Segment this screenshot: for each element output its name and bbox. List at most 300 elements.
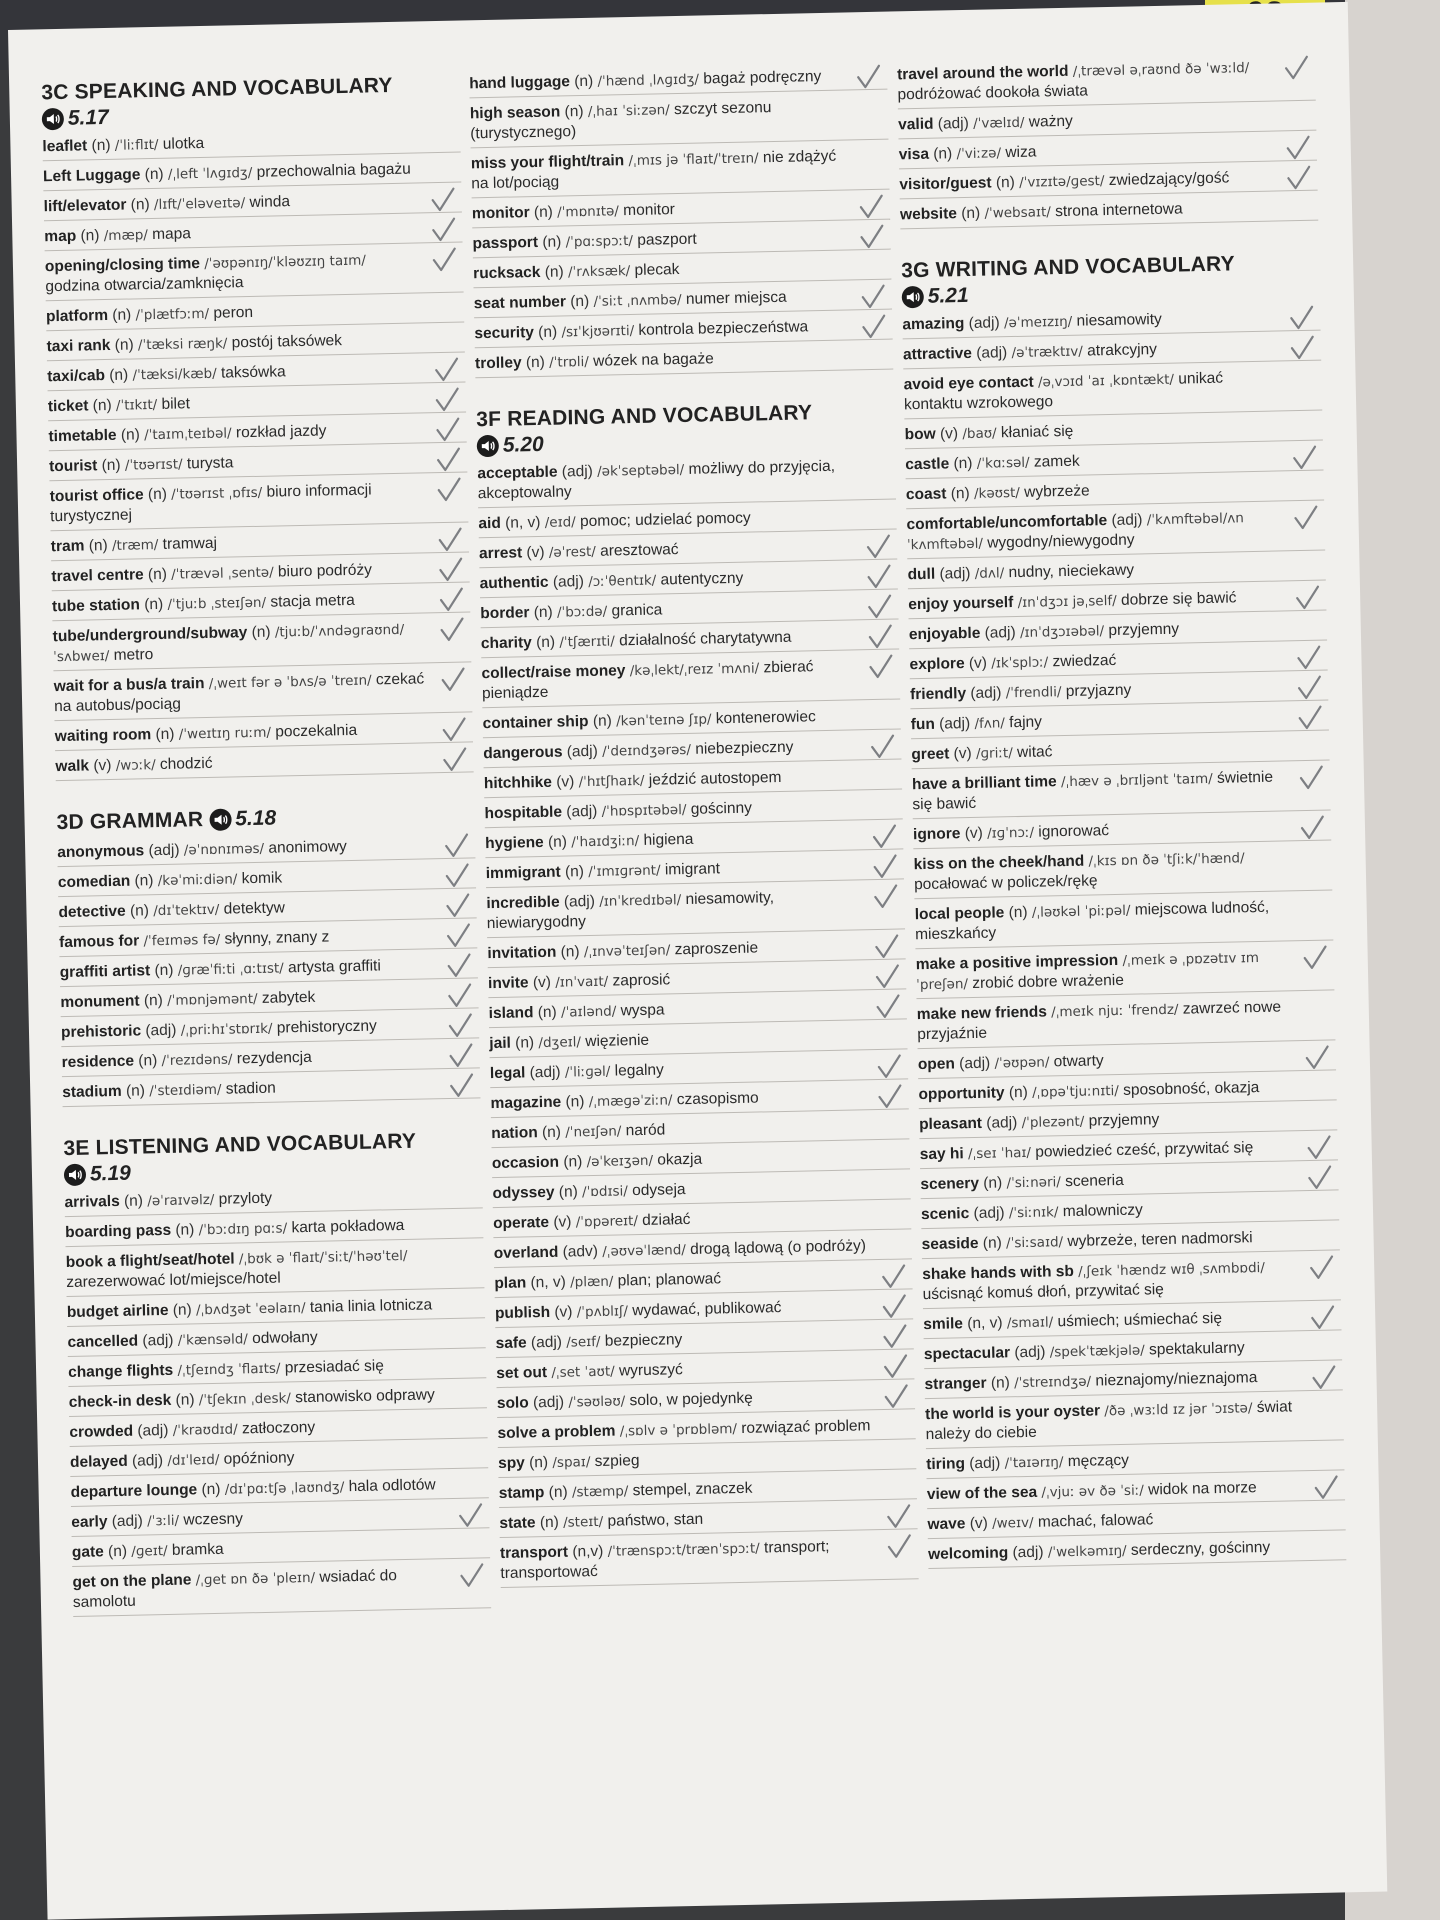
vocab-entry	[916, 990, 1335, 1049]
entry-pronunciation: /tjuːb/ˈʌndəɡraʊnd/ˈsʌbweɪ/	[52, 621, 405, 666]
handwritten-check-icon	[876, 1054, 903, 1081]
entry-pronunciation: /ˈstreɪndʒə/	[1014, 1373, 1092, 1392]
entry-word: nation	[491, 1124, 538, 1143]
entry-pronunciation: /əˌvɔɪd ˈaɪ ˌkɒntækt/	[1037, 371, 1175, 391]
entry-word: detective	[58, 902, 126, 922]
handwritten-check-icon	[1288, 305, 1315, 332]
entry-translation: taksówka	[220, 363, 286, 382]
entry-part-of-speech: (n)	[175, 1391, 195, 1409]
entry-translation: przesiadać się	[284, 1357, 385, 1377]
entry-part-of-speech: (n)	[143, 991, 164, 1010]
entry-word: platform	[45, 306, 109, 326]
entry-translation: działać	[642, 1210, 691, 1229]
entry-word: tourist office	[49, 486, 144, 506]
handwritten-check-icon	[865, 534, 892, 561]
entry-pronunciation: /əˈraɪvəlz/	[147, 1191, 215, 1210]
entry-pronunciation: /fʌn/	[974, 715, 1006, 732]
handwritten-check-icon	[446, 982, 473, 1009]
entry-pronunciation: /ˌhaɪ ˈsiːzən/	[587, 102, 670, 120]
handwritten-check-icon	[429, 187, 456, 214]
entry-part-of-speech: (n)	[533, 203, 554, 222]
entry-part-of-speech: (adj)	[148, 841, 180, 860]
entry-pronunciation: /ˈmɒnjəmənt/	[166, 990, 258, 1009]
handwritten-check-icon	[860, 284, 887, 311]
vocab-entry	[49, 472, 468, 531]
entry-part-of-speech: (n)	[953, 454, 973, 473]
entry-word: early	[71, 1513, 108, 1532]
vocab-entry	[477, 450, 896, 509]
entry-word: acceptable	[477, 463, 558, 483]
entry-word: aid	[478, 514, 502, 533]
handwritten-check-icon	[874, 964, 901, 991]
entry-translation: nie zdążyć na lot/pociąg	[471, 147, 837, 193]
entry-pronunciation: /ɪkˈsplɔː/	[991, 654, 1049, 672]
entry-pronunciation: /ɪnˈdʒɔɪ jəˌself/	[1017, 592, 1117, 611]
entry-pronunciation: /ˈtrænspɔːt/trænˈspɔːt/	[607, 1540, 760, 1560]
entry-translation: stadion	[225, 1079, 276, 1098]
entry-pronunciation: /ˈdeɪndʒərəs/	[601, 741, 692, 760]
entry-word: leaflet	[42, 137, 88, 156]
handwritten-check-icon	[881, 1293, 908, 1320]
entry-part-of-speech: (n)	[147, 565, 168, 584]
entry-translation: bilet	[161, 395, 191, 413]
entry-translation: stanowisko odprawy	[295, 1386, 435, 1407]
handwritten-check-icon	[876, 1084, 903, 1111]
entry-word: ignore	[912, 825, 961, 844]
entry-translation: autentyczny	[660, 569, 744, 589]
entry-translation: wózek na bagaże	[593, 350, 714, 370]
speaker-icon[interactable]	[902, 286, 924, 308]
entry-pronunciation: /ɪɡˈnɔː/	[986, 824, 1035, 842]
handwritten-check-icon	[457, 1502, 484, 1529]
entry-translation: godzina otwarcia/zamknięcia	[45, 274, 244, 296]
entry-word: crowded	[69, 1422, 134, 1442]
entry-part-of-speech: (v)	[968, 654, 988, 673]
section-title: 3G WRITING AND VOCABULARY	[900, 252, 1236, 283]
entry-part-of-speech: (adj)	[976, 344, 1008, 362]
handwritten-check-icon	[1304, 1045, 1331, 1072]
entry-translation: czasopismo	[676, 1089, 759, 1109]
entry-pronunciation: /ˈəʊpənɪŋ/ˈkləʊzɪŋ taɪm/	[204, 252, 367, 272]
entry-translation: sceneria	[1064, 1171, 1124, 1191]
entry-word: visa	[898, 145, 930, 164]
entry-part-of-speech: (n)	[565, 1093, 585, 1111]
entry-translation: świetnie się bawić	[912, 768, 1274, 814]
entry-translation: opóźniony	[223, 1449, 295, 1468]
entry-part-of-speech: (n, v)	[967, 1314, 1003, 1333]
entry-word: lift/elevator	[43, 196, 127, 216]
entry-part-of-speech: (v)	[953, 744, 972, 763]
entry-word: seaside	[921, 1234, 979, 1254]
entry-part-of-speech: (v)	[553, 1213, 572, 1231]
entry-part-of-speech: (n)	[541, 1123, 562, 1142]
entry-translation: zatłoczony	[241, 1418, 316, 1438]
entry-part-of-speech: (n)	[91, 136, 111, 155]
entry-pronunciation: /dʌl/	[974, 565, 1005, 582]
entry-pronunciation: /ˌseɪ ˈhaɪ/	[967, 1144, 1032, 1163]
entry-part-of-speech: (v)	[556, 773, 575, 791]
entry-pronunciation: /ɪnˈdʒɔɪəbəl/	[1019, 623, 1105, 641]
entry-pronunciation: /ˌmɪs jə ˈflaɪt/ˈtreɪn/	[628, 150, 759, 170]
handwritten-check-icon	[445, 952, 472, 979]
audio-track-number: 5.21	[927, 283, 969, 308]
handwritten-check-icon	[434, 387, 461, 414]
entry-pronunciation: /ˈtʊərɪst/	[124, 456, 183, 474]
entry-translation: solo, w pojedynkę	[629, 1389, 753, 1410]
entry-part-of-speech: (n)	[564, 863, 585, 881]
entry-word: welcoming	[927, 1544, 1009, 1564]
entry-pronunciation: /ˈmɒnɪtə/	[557, 203, 620, 221]
entry-translation: transport; transportować	[500, 1538, 830, 1583]
handwritten-check-icon	[883, 1383, 910, 1410]
vocabulary-page	[8, 2, 1387, 1920]
handwritten-check-icon	[874, 994, 901, 1021]
entry-word: walk	[55, 757, 90, 776]
entry-translation: zaprosić	[612, 971, 671, 990]
vocab-entry	[53, 662, 472, 721]
entry-word: border	[480, 604, 530, 623]
handwritten-check-icon	[441, 747, 468, 774]
entry-part-of-speech: (n)	[144, 595, 164, 614]
entry-part-of-speech: (n)	[537, 1003, 557, 1022]
entry-pronunciation: /smaɪl/	[1006, 1314, 1054, 1332]
entry-translation: witać	[1016, 743, 1053, 762]
entry-part-of-speech: (n)	[544, 263, 564, 281]
entry-pronunciation: /əkˈseptəbəl/	[596, 461, 685, 480]
entry-word: miss your flight/train	[470, 152, 625, 173]
entry-pronunciation: /ˌbʊk ə ˈflaɪt/ˈsiːt/ˈhəʊˈtel/	[238, 1247, 408, 1268]
entry-part-of-speech: (n)	[592, 712, 612, 730]
handwritten-check-icon	[867, 624, 894, 651]
entry-pronunciation: /eɪd/	[544, 514, 576, 531]
entry-translation: wsiadać do samolotu	[72, 1567, 398, 1611]
entry-word: castle	[905, 455, 950, 474]
entry-word: make a positive impression	[915, 951, 1119, 974]
handwritten-check-icon	[860, 314, 887, 341]
entry-pronunciation: /ˈrʌksæk/	[567, 263, 631, 281]
entry-translation: przyjemny	[1088, 1111, 1160, 1130]
entry-word: stranger	[924, 1374, 987, 1394]
entry-word: local people	[914, 904, 1005, 924]
entry-pronunciation: /ˈtrɒli/	[549, 353, 590, 371]
handwritten-check-icon	[443, 833, 470, 860]
entry-pronunciation: /ˌset ˈaʊt/	[551, 1363, 615, 1381]
entry-pronunciation: /ˈtjuːb ˌsteɪʃən/	[167, 594, 267, 613]
handwritten-check-icon	[1299, 815, 1326, 842]
entry-translation: uścisnąć komuś dłoń, przywitać się	[922, 1281, 1165, 1304]
entry-word: waiting room	[54, 726, 152, 746]
entry-part-of-speech: (adj)	[1012, 1543, 1044, 1562]
entry-translation: państwo, stan	[607, 1510, 704, 1530]
entry-word: Left Luggage	[42, 166, 141, 186]
handwritten-check-icon	[440, 717, 467, 744]
entry-translation: atrakcyjny	[1087, 341, 1158, 360]
entry-translation: szczyt sezonu (turystycznego)	[470, 99, 772, 143]
entry-word: trolley	[474, 354, 522, 373]
entry-part-of-speech: (n)	[251, 623, 271, 642]
entry-pronunciation: /ˈkɑːsəl/	[976, 454, 1030, 472]
entry-part-of-speech: (n)	[172, 1301, 192, 1319]
handwritten-check-icon	[1283, 55, 1310, 82]
entry-pronunciation: /ˈəʊpən/	[994, 1054, 1050, 1072]
entry-word: website	[899, 205, 958, 224]
entry-word: invite	[487, 974, 529, 993]
entry-word: enjoyable	[908, 624, 981, 644]
entry-pronunciation: /əˈmeɪzɪŋ/	[1003, 313, 1073, 332]
entry-word: odyssey	[492, 1183, 555, 1203]
entry-pronunciation: /ˈtaɪərɪŋ/	[1004, 1454, 1064, 1472]
entry-word: boarding pass	[65, 1221, 172, 1242]
entry-part-of-speech: (n)	[155, 725, 175, 744]
entry-translation: wczesny	[183, 1510, 244, 1529]
handwritten-check-icon	[438, 617, 465, 644]
entry-translation: chodzić	[159, 754, 213, 773]
entry-word: open	[917, 1055, 956, 1074]
entry-part-of-speech: (n)	[548, 1483, 568, 1501]
entry-word: enjoy yourself	[908, 594, 1014, 614]
entry-part-of-speech: (adj)	[1111, 511, 1143, 529]
entry-part-of-speech: (n, v)	[504, 513, 541, 532]
entry-translation: naród	[625, 1121, 666, 1140]
entry-word: comedian	[57, 872, 131, 892]
entry-part-of-speech: (n)	[950, 484, 970, 503]
entry-pronunciation: /mæp/	[103, 227, 149, 245]
speaker-icon[interactable]	[209, 809, 231, 831]
entry-part-of-speech: (n)	[558, 1183, 578, 1201]
entry-pronunciation: /əˈrest/	[548, 543, 597, 561]
entry-word: scenic	[920, 1205, 970, 1224]
entry-part-of-speech: (adj)	[530, 1333, 563, 1352]
entry-translation: kontrola bezpieczeństwa	[638, 318, 809, 339]
entry-part-of-speech: (adj)	[973, 1204, 1005, 1223]
entry-pronunciation: /ˈkraʊdɪd/	[172, 1421, 238, 1439]
entry-part-of-speech: (n)	[1008, 1083, 1029, 1102]
entry-translation: przyjemny	[1108, 620, 1180, 640]
entry-word: graffiti artist	[59, 962, 151, 982]
entry-word: hygiene	[484, 833, 544, 853]
entry-translation: podróżować dookoła świata	[897, 82, 1089, 104]
entry-word: occasion	[491, 1153, 560, 1173]
entry-word: travel centre	[51, 566, 144, 586]
entry-pronunciation: /ˈplezənt/	[1021, 1113, 1085, 1132]
entry-word: make new friends	[916, 1003, 1048, 1024]
entry-translation: niesamowity	[1076, 310, 1162, 330]
entry-word: wait for a bus/a train	[53, 675, 205, 696]
entry-translation: komik	[241, 869, 283, 888]
entry-pronunciation: /ˌɒpəˈtjuːnɪti/	[1031, 1082, 1120, 1101]
entry-word: overland	[493, 1243, 559, 1263]
entry-part-of-speech: (n)	[1008, 903, 1028, 922]
entry-pronunciation: /stæmp/	[571, 1483, 629, 1501]
entry-pronunciation: /ˌmeɪk ə ˌpɒzətɪv ɪmˈpreʃən/	[916, 950, 1260, 994]
entry-translation: ważny	[1028, 112, 1073, 131]
entry-translation: peron	[213, 303, 254, 322]
entry-translation: jeździć autostopem	[648, 768, 782, 789]
entry-translation: otwarty	[1053, 1052, 1104, 1071]
entry-pronunciation: /ˌtʃeɪndʒ ˈflaɪts/	[177, 1360, 281, 1379]
speaker-icon[interactable]	[477, 435, 499, 457]
entry-word: kiss on the cheek/hand	[913, 852, 1085, 874]
entry-part-of-speech: (n)	[574, 72, 594, 91]
entry-translation: sposobność, okazja	[1122, 1079, 1260, 1099]
entry-part-of-speech: (n)	[109, 366, 129, 384]
entry-part-of-speech: (n, v)	[530, 1273, 567, 1292]
entry-word: passport	[472, 233, 539, 253]
entry-part-of-speech: (n)	[542, 233, 562, 251]
entry-translation: serdeczny, gościnny	[1130, 1538, 1271, 1559]
entry-word: tourist	[48, 457, 98, 476]
handwritten-check-icon	[444, 893, 471, 920]
handwritten-check-icon	[858, 194, 885, 221]
entry-translation: zbierać pieniądze	[481, 658, 814, 703]
entry-pronunciation: /ˈliːflɪt/	[114, 136, 159, 154]
handwritten-check-icon	[873, 934, 900, 961]
speaker-icon[interactable]	[64, 1164, 86, 1186]
entry-pronunciation: /ˈsiːnəri/	[1006, 1174, 1062, 1192]
entry-pronunciation: /ˈplætfɔːm/	[135, 305, 210, 324]
entry-part-of-speech: (adj)	[970, 684, 1002, 702]
speaker-icon[interactable]	[42, 108, 64, 130]
entry-part-of-speech: (adj)	[1014, 1343, 1046, 1362]
entry-word: friendly	[909, 685, 967, 704]
handwritten-check-icon	[872, 884, 899, 911]
entry-part-of-speech: (v)	[93, 756, 112, 775]
vocab-entry	[903, 361, 1322, 420]
entry-translation: biuro informacji turystycznej	[50, 481, 372, 526]
entry-word: tram	[50, 537, 85, 556]
entry-word: solo	[496, 1394, 529, 1413]
entry-pronunciation: /ˌʃeɪk ˈhændz wɪθ ˌsʌmbɒdi/	[1077, 1259, 1266, 1280]
entry-pronunciation: /seɪf/	[566, 1333, 601, 1351]
handwritten-check-icon	[1308, 1255, 1335, 1282]
entry-pronunciation: /ɡriːt/	[975, 745, 1013, 762]
entry-translation: wybrzeże, teren nadmorski	[1067, 1229, 1253, 1251]
entry-translation: tania linia lotnicza	[309, 1296, 433, 1316]
entry-pronunciation: /ˌkɪs ɒn ðə ˈtʃiːk/ˈhænd/	[1088, 850, 1245, 870]
audio-track-number: 5.19	[89, 1161, 132, 1186]
entry-translation: bezpieczny	[604, 1331, 683, 1350]
entry-pronunciation: /ˈwebsaɪt/	[984, 204, 1051, 222]
entry-word: explore	[909, 655, 965, 674]
entry-pronunciation: /ˈkænsəld/	[177, 1331, 249, 1349]
entry-translation: monitor	[623, 201, 676, 220]
entry-translation: przyloty	[218, 1189, 273, 1208]
handwritten-check-icon	[871, 824, 898, 851]
entry-translation: niebezpieczny	[695, 738, 794, 758]
handwritten-check-icon	[444, 863, 471, 890]
entry-translation: nudny, nieciekawy	[1008, 561, 1135, 582]
entry-pronunciation: /ˈtʊərɪst ˌɒfɪs/	[171, 484, 263, 503]
entry-pronunciation: /sɪˈkjʊərɪti/	[561, 322, 635, 341]
entry-word: operate	[492, 1213, 550, 1233]
entry-translation: okazja	[657, 1150, 703, 1169]
entry-translation: kłaniać się	[1000, 422, 1074, 442]
audio-track-number: 5.18	[235, 806, 277, 831]
entry-pronunciation: /ˈbɔːdɪŋ pɑːs/	[198, 1220, 288, 1239]
vocab-entry	[72, 1558, 491, 1617]
entry-translation: plan; planować	[617, 1270, 722, 1290]
handwritten-check-icon	[871, 854, 898, 881]
entry-translation: przyjazny	[1065, 681, 1132, 700]
entry-part-of-speech: (adj)	[566, 742, 598, 761]
entry-word: say hi	[919, 1145, 964, 1164]
entry-word: change flights	[67, 1361, 174, 1382]
entry-word: dangerous	[483, 743, 563, 763]
entry-translation: wybrzeże	[1024, 482, 1090, 501]
entry-part-of-speech: (adj)	[937, 114, 970, 133]
handwritten-check-icon	[437, 527, 464, 554]
entry-translation: stacja metra	[270, 591, 355, 611]
entry-pronunciation: /ˈpʌblɪʃ/	[576, 1303, 629, 1321]
entry-word: stadium	[62, 1082, 122, 1102]
entry-pronunciation: /ˈliːɡəl/	[564, 1063, 611, 1081]
entry-pronunciation: /ˈsteɪdiəm/	[149, 1081, 222, 1100]
entry-pronunciation: /ˈbɔːdə/	[556, 603, 608, 621]
entry-word: monument	[60, 992, 140, 1012]
entry-part-of-speech: (n)	[983, 1174, 1003, 1192]
entry-part-of-speech: (adj)	[532, 1393, 565, 1412]
entry-pronunciation: /steɪt/	[562, 1513, 604, 1531]
entry-part-of-speech: (n)	[560, 943, 580, 961]
entry-translation: rozwiązać problem	[741, 1417, 871, 1437]
entry-part-of-speech: (n)	[538, 323, 558, 341]
entry-word: transport	[499, 1543, 569, 1563]
entry-pronunciation: /weɪv/	[991, 1514, 1034, 1532]
vocab-entry	[66, 1238, 485, 1297]
entry-part-of-speech: (v)	[526, 543, 545, 562]
entry-pronunciation: /ˈvɪzɪtə/ɡest/	[1019, 173, 1105, 191]
entry-word: dull	[907, 565, 936, 584]
vocab-entry	[45, 243, 464, 302]
handwritten-check-icon	[1310, 1364, 1337, 1391]
entry-translation: odwołany	[252, 1328, 318, 1348]
entry-translation: odyseja	[631, 1181, 686, 1200]
entry-word: opening/closing time	[44, 255, 201, 276]
entry-part-of-speech: (adj)	[137, 1421, 169, 1440]
entry-pronunciation: /əˈtræktɪv/	[1011, 343, 1084, 362]
entry-part-of-speech: (adj)	[566, 802, 598, 821]
entry-part-of-speech: (n)	[80, 227, 100, 245]
entry-translation: miejscowa ludność, mieszkańcy	[914, 898, 1270, 944]
handwritten-check-icon	[881, 1323, 908, 1350]
entry-word: high season	[469, 103, 561, 123]
vocab-entry	[915, 940, 1334, 999]
entry-part-of-speech: (n)	[995, 173, 1016, 192]
entry-translation: powiedzieć cześć, przywitać się	[1035, 1139, 1254, 1161]
audio-track-number: 5.20	[502, 432, 544, 457]
handwritten-check-icon	[435, 447, 462, 474]
entry-translation: zabytek	[261, 988, 316, 1007]
audio-track	[209, 807, 276, 832]
entry-pronunciation: /ˈtæksi/kæb/	[132, 365, 217, 384]
entry-word: seat number	[473, 293, 567, 313]
handwritten-check-icon	[1305, 1135, 1332, 1162]
handwritten-check-icon	[869, 734, 896, 761]
entry-word: authentic	[479, 573, 549, 593]
handwritten-check-icon	[448, 1072, 475, 1099]
section-title: 3C SPEAKING AND VOCABULARY	[41, 73, 393, 105]
entry-pronunciation: /əˈnɒnɪməs/	[183, 840, 265, 859]
entry-pronunciation: /ˈviːzə/	[956, 145, 1002, 163]
handwritten-check-icon	[445, 923, 472, 950]
entry-word: book a flight/seat/hotel	[65, 1250, 235, 1272]
entry-pronunciation: /ˌleft ˈlʌɡɪdʒ/	[167, 164, 253, 183]
section-title: 3F READING AND VOCABULARY	[476, 401, 813, 432]
section-title: 3E LISTENING AND VOCABULARY	[63, 1129, 417, 1161]
entry-pronunciation: /ɪnˈkredɪbəl/	[599, 892, 682, 910]
entry-part-of-speech: (v)	[939, 425, 959, 443]
entry-pronunciation: /wɔːk/	[115, 757, 156, 774]
